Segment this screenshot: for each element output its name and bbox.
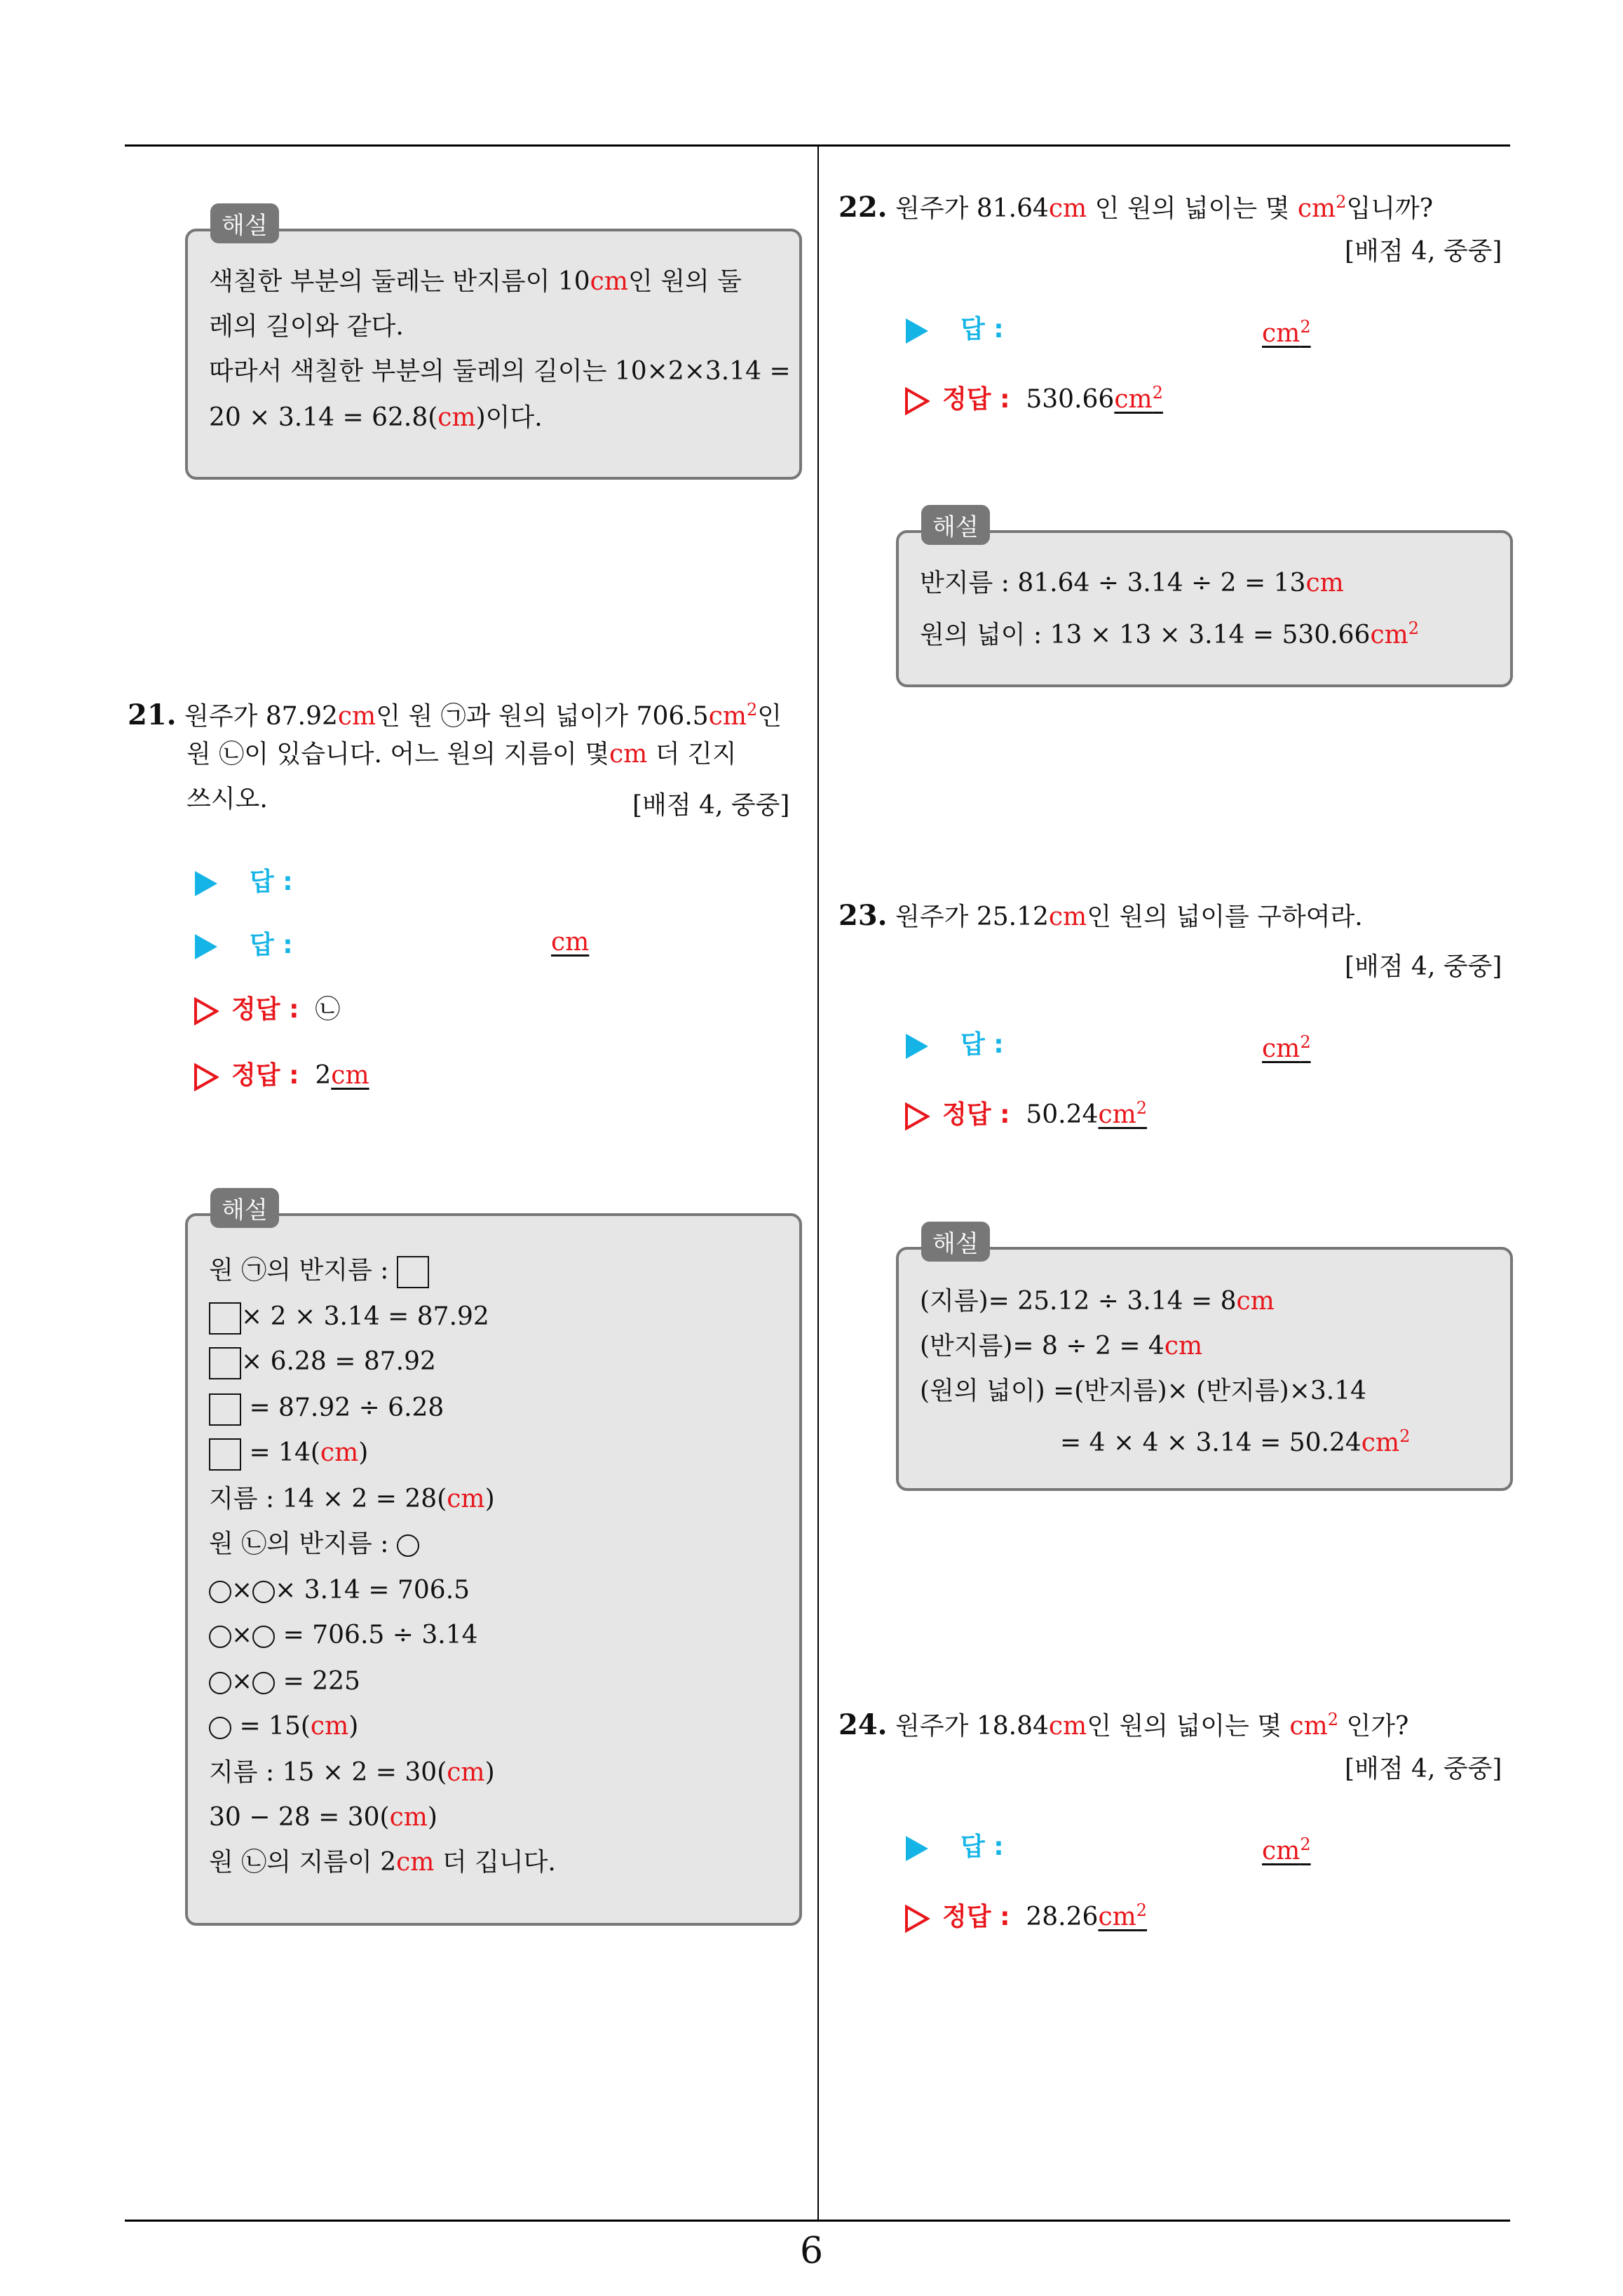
sol21-line14: 원 ㉡의 지름이 2cm 더 깁니다. bbox=[209, 1848, 556, 1877]
q24-line1: 24. 원주가 18.84cm인 원의 넓이는 몇 $cm^2$ 인가? bbox=[838, 1708, 1409, 1741]
sol21-line1: 원 ㉠의 반지름 : bbox=[209, 1248, 429, 1293]
sol21-line3: × 6.28 = 87.92 bbox=[209, 1339, 436, 1384]
q24-points: [배점 4, 중중] bbox=[1345, 1755, 1502, 1783]
sol20-line1: 색칠한 부분의 둘레는 반지름이 10cm인 원의 둘 bbox=[209, 267, 742, 296]
sol21-line10: × = 225 bbox=[209, 1659, 360, 1704]
filled-triangle-icon bbox=[906, 318, 928, 344]
q21-line1: 21. 원주가 87.92cm인 원 ㉠과 원의 넓이가 $706.5cm^2$인 bbox=[128, 698, 782, 731]
solution-tag-23: 해설 bbox=[921, 1222, 990, 1262]
solution-tag-21: 해설 bbox=[210, 1188, 279, 1228]
page-number: 6 bbox=[799, 2230, 824, 2272]
solution-tag-20: 해설 bbox=[210, 203, 279, 243]
q23-points: [배점 4, 중중] bbox=[1345, 952, 1502, 981]
sol22-line1: 반지름 : 81.64 ÷ 3.14 ÷ 2 = 13cm bbox=[920, 569, 1344, 597]
q24-number: 24. bbox=[838, 1708, 888, 1741]
q23-answer-unit: $cm^2$ bbox=[1262, 1032, 1311, 1063]
sol21-line5: = 14(cm) bbox=[209, 1431, 368, 1475]
circle-icon bbox=[252, 1626, 275, 1648]
circle-icon bbox=[209, 1672, 231, 1694]
sol21-line4: = 87.92 ÷ 6.28 bbox=[209, 1386, 444, 1431]
circle-icon bbox=[252, 1672, 275, 1694]
q22-number: 22. bbox=[838, 191, 888, 224]
filled-triangle-icon bbox=[195, 871, 217, 896]
sol21-line8: × × 3.14 = 706.5 bbox=[209, 1568, 470, 1613]
sol21-line6: 지름 : 14 × 2 = 28(cm) bbox=[209, 1485, 495, 1513]
sol22-line2: 원의 넓이 : $13 \times 13 \times 3.14 = 530.66cm^2$ bbox=[920, 619, 1420, 649]
outline-triangle-icon bbox=[904, 387, 930, 415]
circle-icon bbox=[209, 1626, 231, 1648]
q21-correct1: 정답 : ㉡ bbox=[193, 989, 340, 1031]
circle-icon bbox=[209, 1581, 231, 1603]
sol21-line2: × 2 × 3.14 = 87.92 bbox=[209, 1295, 489, 1339]
outline-triangle-icon bbox=[193, 1063, 219, 1091]
q24-answer-unit: $cm^2$ bbox=[1262, 1835, 1311, 1865]
q22-answer: 답 : bbox=[906, 309, 1004, 351]
q24-correct: 정답 : $28.26cm^2$ bbox=[904, 1889, 1147, 1938]
square-icon bbox=[209, 1438, 241, 1471]
outline-triangle-icon bbox=[193, 997, 219, 1025]
sol21-line9: × = 706.5 ÷ 3.14 bbox=[209, 1613, 478, 1658]
square-icon bbox=[209, 1347, 241, 1379]
sol20-line3: 따라서 색칠한 부분의 둘레의 길이는 10×2×3.14 = bbox=[209, 357, 791, 386]
circle-icon bbox=[209, 1717, 231, 1739]
q23-number: 23. bbox=[838, 899, 888, 932]
q21-answer2: 답 : bbox=[195, 924, 293, 966]
q21-line3: 쓰시오. bbox=[186, 785, 268, 813]
q23-correct: 정답 : $50.24cm^2$ bbox=[904, 1087, 1147, 1136]
q22-answer-unit: $cm^2$ bbox=[1262, 317, 1311, 348]
sol23-line3: (원의 넓이) =(반지름)× (반지름)×3.14 bbox=[920, 1377, 1367, 1405]
q21-answer1: 답 : bbox=[195, 861, 293, 903]
filled-triangle-icon bbox=[906, 1836, 928, 1861]
square-icon bbox=[209, 1302, 241, 1335]
sol20-line2: 레의 길이와 같다. bbox=[209, 312, 404, 341]
q23-line1: 23. 원주가 25.12cm인 원의 넓이를 구하여라. bbox=[838, 899, 1363, 932]
q23-answer: 답 : bbox=[906, 1024, 1004, 1066]
column-divider bbox=[817, 144, 819, 2220]
q21-answer2-unit: cm bbox=[551, 928, 590, 957]
solution-tag-22: 해설 bbox=[921, 505, 990, 545]
circle-icon bbox=[252, 1581, 275, 1603]
filled-triangle-icon bbox=[906, 1034, 928, 1059]
q22-correct: 정답 : $530.66cm^2$ bbox=[904, 372, 1163, 421]
sol23-line2: (반지름)= 8 ÷ 2 = 4cm bbox=[920, 1332, 1203, 1360]
q21-line2: 원 ㉡이 있습니다. 어느 원의 지름이 몇cm 더 긴지 bbox=[186, 740, 737, 769]
q22-line1: 22. 원주가 81.64cm 인 원의 넓이는 몇 $cm^2$입니까? bbox=[838, 191, 1434, 224]
q21-correct2: 정답 : 2cm bbox=[193, 1055, 369, 1097]
outline-triangle-icon bbox=[904, 1102, 930, 1130]
outline-triangle-icon bbox=[904, 1905, 930, 1933]
sol21-line11: = 15(cm) bbox=[209, 1704, 358, 1749]
q24-answer: 답 : bbox=[906, 1826, 1004, 1868]
sol20-line4: 20 × 3.14 = 62.8(cm)이다. bbox=[209, 403, 543, 432]
circle-icon bbox=[397, 1534, 419, 1557]
q21-points: [배점 4, 중중] bbox=[632, 791, 790, 820]
sol21-line12: 지름 : 15 × 2 = 30(cm) bbox=[209, 1758, 495, 1787]
bottom-rule bbox=[125, 2220, 1510, 2222]
square-icon bbox=[397, 1256, 429, 1288]
sol21-line7: 원 ㉡의 반지름 : bbox=[209, 1522, 419, 1567]
sol23-line1: (지름)= 25.12 ÷ 3.14 = 8cm bbox=[920, 1287, 1275, 1316]
filled-triangle-icon bbox=[195, 934, 217, 959]
q21-number: 21. bbox=[128, 698, 177, 731]
sol23-line4: = $4 \times 4 \times 3.14 = 50.24cm^2$ bbox=[1060, 1426, 1411, 1457]
q22-points: [배점 4, 중중] bbox=[1345, 237, 1502, 266]
sol21-line13: 30 − 28 = 30(cm) bbox=[209, 1803, 437, 1832]
square-icon bbox=[209, 1393, 241, 1426]
